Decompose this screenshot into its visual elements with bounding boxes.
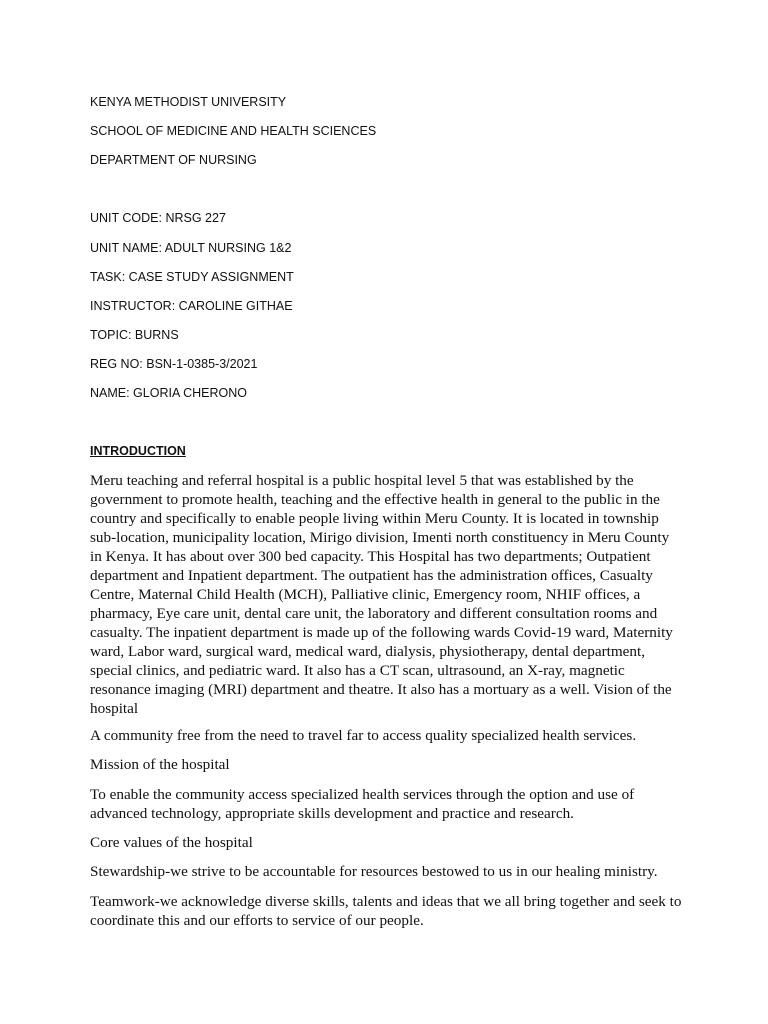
school-name: SCHOOL OF MEDICINE AND HEALTH SCIENCES xyxy=(90,124,377,138)
topic: TOPIC: BURNS xyxy=(90,328,179,342)
paragraph-line: Meru teaching and referral hospital is a public hospital level 5 that was established by the xyxy=(90,472,634,489)
introduction-paragraph xyxy=(90,471,690,718)
vision-line: A community free from the need to travel far to access quality specialized health services. xyxy=(90,727,637,744)
paragraph-line: in Kenya. It has about over 300 bed capacity. This Hospital has two departments; Outpatient xyxy=(90,548,651,565)
paragraph-line: Centre, Maternal Child Health (MCH), Palliative clinic, Emergency room, NHIF offices, a xyxy=(90,586,641,603)
core-values-heading xyxy=(90,833,690,852)
vision-text xyxy=(90,726,690,745)
teamwork-text xyxy=(90,892,690,930)
department-name: DEPARTMENT OF NURSING xyxy=(90,153,257,167)
introduction-heading: INTRODUCTION xyxy=(90,444,186,458)
mission-text xyxy=(90,785,690,823)
mission-heading-text: Mission of the hospital xyxy=(90,756,230,773)
reg-no: REG NO: BSN-1-0385-3/2021 xyxy=(90,357,258,371)
paragraph-line: government to promote health, teaching and the effective health in general to the public in the xyxy=(90,491,660,508)
mission-heading xyxy=(90,755,690,774)
unit-name: UNIT NAME: ADULT NURSING 1&2 xyxy=(90,241,292,255)
stewardship-text xyxy=(90,862,690,881)
task: TASK: CASE STUDY ASSIGNMENT xyxy=(90,270,294,284)
paragraph-line: hospital xyxy=(90,700,139,717)
paragraph-line: pharmacy, Eye care unit, dental care unit, the laboratory and different consultation rooms and xyxy=(90,605,658,622)
mission-line: advanced technology, appropriate skills development and practice and research. xyxy=(90,805,574,822)
paragraph-line: casualty. The inpatient department is made up of the following wards Covid-19 ward, Maternity xyxy=(90,624,673,641)
paragraph-line: ward, Labor ward, surgical ward, medical ward, dialysis, physiotherapy, dental department, xyxy=(90,643,646,660)
teamwork-line: coordinate this and our efforts to service of our people. xyxy=(90,912,424,929)
core-values-heading-text: Core values of the hospital xyxy=(90,834,253,851)
paragraph-line: resonance imaging (MRI) department and theatre. It also has a mortuary as a well. Vision of the xyxy=(90,681,672,698)
teamwork-line: Teamwork-we acknowledge diverse skills, talents and ideas that we all bring together and seek to xyxy=(90,893,682,910)
student-name: NAME: GLORIA CHERONO xyxy=(90,386,247,400)
instructor: INSTRUCTOR: CAROLINE GITHAE xyxy=(90,299,293,313)
stewardship-line: Stewardship-we strive to be accountable for resources bestowed to us in our healing ministry. xyxy=(90,863,658,880)
paragraph-line: department and Inpatient department. The outpatient has the administration offices, Casualty xyxy=(90,567,653,584)
unit-code: UNIT CODE: NRSG 227 xyxy=(90,211,226,225)
paragraph-line: sub-location, municipality location, Mirigo division, Imenti north constituency in Meru County xyxy=(90,529,670,546)
paragraph-line: country and specifically to enable people living within Meru County. It is located in township xyxy=(90,510,659,527)
paragraph-line: special clinics, and pediatric ward. It also has a CT scan, ultrasound, an X-ray, magnetic xyxy=(90,662,625,679)
university-name: KENYA METHODIST UNIVERSITY xyxy=(90,95,287,109)
mission-line: To enable the community access specialized health services through the option and use of xyxy=(90,786,635,803)
